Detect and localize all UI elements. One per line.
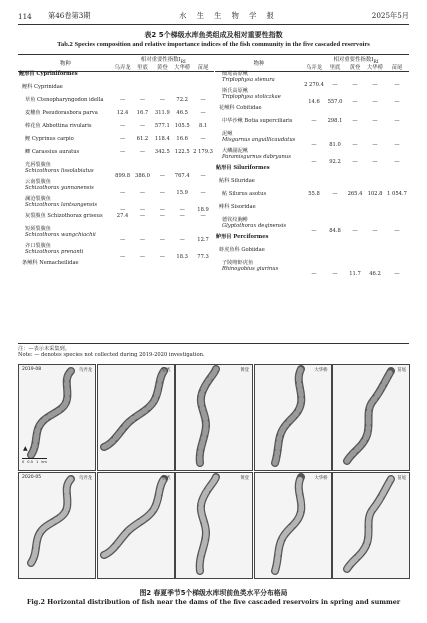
iri-value: 18.3: [176, 253, 188, 260]
iri-value: 84.8: [329, 227, 341, 234]
iri-value: —: [179, 212, 185, 219]
iri-value: —: [200, 135, 206, 142]
iri-value: 92.2: [329, 158, 341, 165]
iri-value: 265.4: [347, 190, 363, 197]
iri-value: —: [394, 141, 400, 148]
table-caption-zh: 表2 5个梯级水库鱼类组成及相对重要性指数: [144, 31, 283, 39]
river-map: [98, 473, 174, 578]
species-cell: [18, 227, 113, 244]
figure-caption-zh: 图2 春夏季节5个梯级水库坝前鱼类水平分布格局: [139, 589, 288, 597]
species-name: 棒花鱼 Abbottina rivularis: [25, 122, 92, 129]
species-cell: [18, 197, 113, 214]
iri-value: —: [394, 158, 400, 165]
table-row: [18, 244, 214, 261]
iri-value: —: [159, 253, 165, 260]
table-bottom-rule: [18, 343, 409, 344]
species-latin: Schizothorax wangchiachii: [25, 231, 96, 238]
site-header: 大华桥: [174, 65, 191, 72]
iri-value: 77.3: [197, 253, 209, 260]
iri-value: —: [200, 189, 206, 196]
river-map: [98, 365, 174, 470]
table-row: [215, 149, 409, 166]
fish-density-fill: [31, 479, 71, 563]
table-row: [18, 261, 214, 274]
iri-value: 342.5: [154, 148, 170, 155]
iri-value: 14.6: [308, 98, 320, 105]
iri-value: 46.2: [369, 270, 381, 277]
scale-label: 0.5: [27, 460, 34, 464]
iri-value: —: [119, 96, 126, 103]
table-row: [215, 192, 409, 205]
river-map: [255, 365, 331, 470]
map-panel: [175, 364, 253, 471]
iri-value: 386.0: [135, 172, 150, 179]
iri-value: —: [119, 122, 126, 129]
species-cell: 鲱科 Sisoridae: [219, 203, 256, 210]
species-cell: 鲇形目 Siluriformes: [216, 164, 270, 171]
iri-value: —: [139, 206, 146, 213]
season-label: 2019-08: [22, 367, 42, 372]
iri-value: —: [352, 117, 358, 124]
iri-value: —: [352, 81, 358, 88]
iri-value: —: [394, 227, 400, 234]
iri-value: —: [159, 236, 165, 243]
species-cell: [18, 163, 113, 180]
species-cell: [215, 261, 303, 278]
species-name: 子陵吻虾虎鱼: [222, 259, 254, 266]
species-latin: Glyptothorax deqinensis: [222, 222, 287, 229]
iri-value: —: [139, 189, 146, 196]
site-header: 黄登: [152, 65, 172, 72]
season-label: 2020-05: [22, 475, 42, 480]
reservoir-label: 大华桥: [314, 476, 328, 481]
iri-value: —: [394, 270, 400, 277]
species-cell: 花鳅科 Cobitidae: [219, 104, 262, 111]
iri-value: —: [179, 206, 185, 213]
iri-value: 16.7: [136, 109, 149, 116]
species-cell: 鲤科 Cyprinidae: [22, 83, 63, 90]
distribution-map-figure: [18, 364, 409, 582]
iri-value: —: [394, 117, 400, 124]
species-cell: [215, 149, 303, 166]
iri-value: —: [311, 270, 317, 277]
species-name: 鲫 Carassius auratus: [25, 148, 80, 155]
species-name: 大鳞副泥鳅: [222, 147, 248, 154]
table-row: [215, 72, 409, 89]
table-caption-en: Tab.2 Species composition and relative importance indices of the fish community in the five cascaded reservoirs: [57, 41, 370, 48]
iri-value: —: [139, 236, 146, 243]
map-panel: [332, 364, 410, 471]
species-latin: Triplophysa stenura: [222, 77, 275, 84]
north-arrow-icon: ▲: [23, 445, 28, 452]
iri-value: —: [372, 227, 378, 234]
reservoir-label: 黄登: [240, 476, 249, 481]
site-header: 里底: [133, 65, 153, 72]
iri-value: 18.9: [197, 206, 209, 213]
table-row: [18, 227, 214, 244]
species-name: 短须裂腹鱼: [25, 225, 51, 232]
table-right-half: [215, 57, 409, 278]
iri-value: 122.5: [174, 148, 190, 155]
fish-density-fill: [275, 477, 301, 571]
iri-value: 11.7: [349, 270, 361, 277]
species-cell: [215, 218, 303, 235]
species-name: 鲇 Silurus asotus: [222, 190, 267, 197]
iri-value: 61.2: [136, 135, 149, 142]
iri-value: —: [139, 148, 146, 155]
species-name: 光唇裂腹鱼: [25, 161, 51, 168]
site-header: 黄登: [345, 65, 365, 72]
river-map: [176, 365, 252, 470]
table-row: [18, 180, 214, 197]
iri-value: —: [332, 81, 338, 88]
iri-value: —: [394, 81, 400, 88]
species-name: 草鱼 Ctenopharyngodon idella: [25, 96, 104, 103]
species-name: 齐口裂腹鱼: [25, 242, 51, 249]
map-panel: [175, 472, 253, 579]
table-row: [215, 218, 409, 235]
table-top-rule: [18, 54, 409, 55]
iri-value: —: [311, 158, 317, 165]
iri-value: 72.2: [176, 96, 188, 103]
species-cell: 鲤形目 Cypriniformes: [19, 71, 78, 78]
iri-value: 8.1: [198, 122, 208, 129]
reservoir-label: 乌弄龙: [78, 476, 92, 481]
iri-header: 相对重要性指数$I_{RI}$: [333, 57, 379, 66]
reservoir-label: 苗尾: [397, 476, 406, 481]
iri-value: 311.9: [154, 109, 170, 116]
iri-value: 102.8: [367, 190, 383, 197]
species-cell: 鲇科 Siluridae: [219, 177, 255, 184]
iri-value: —: [332, 270, 338, 277]
map-panel: [97, 472, 175, 579]
table-row: [215, 166, 409, 179]
species-latin: Misgurnus anguillicaudatus: [222, 136, 296, 143]
species-name: 云南裂腹鱼: [25, 178, 51, 185]
iri-value: —: [139, 96, 146, 103]
species-name: 灰裂腹鱼 Schizothorax griseus: [25, 212, 103, 219]
iri-value: 46.5: [176, 109, 188, 116]
species-name: 鲤 Cyprinus carpio: [25, 135, 74, 142]
iri-header: 相对重要性指数$I_{RI}$: [140, 57, 186, 66]
iri-value: —: [119, 206, 126, 213]
map-panel: [18, 364, 96, 471]
iri-value: —: [159, 96, 165, 103]
iri-value: 2 179.3: [193, 148, 213, 155]
iri-value: —: [139, 122, 146, 129]
species-latin: Schizothorax prenanti: [25, 248, 84, 255]
iri-value: —: [332, 190, 338, 197]
site-header: 苗尾: [192, 65, 214, 72]
river-outline: [104, 479, 164, 555]
table-row: [18, 72, 214, 85]
species-cell: [18, 244, 113, 261]
iri-value: —: [352, 141, 358, 148]
map-panel: [254, 472, 332, 579]
table-row: [18, 197, 214, 214]
species-cell: [215, 89, 303, 106]
iri-value: —: [352, 98, 358, 105]
iri-value: —: [372, 141, 378, 148]
table-note-zh: 注：—表示未采集到。: [18, 346, 70, 352]
iri-value: —: [119, 135, 126, 142]
iri-value: —: [119, 148, 126, 155]
reservoir-label: 大华桥: [314, 368, 328, 373]
species-latin: Schizothorax lantsangensis: [25, 201, 97, 208]
river-map: [176, 473, 252, 578]
iri-value: —: [311, 141, 317, 148]
iri-value: —: [139, 253, 146, 260]
iri-value: 2 270.4: [304, 81, 324, 88]
reservoir-label: 里底: [161, 476, 171, 481]
species-name: 泥鳅: [222, 130, 233, 137]
map-panel: [332, 472, 410, 579]
species-name: 澜沧裂腹鱼: [25, 195, 51, 202]
iri-value: —: [159, 212, 165, 219]
reservoir-label: 黄登: [240, 368, 249, 373]
reservoir-label: 苗尾: [397, 368, 406, 373]
site-header: 苗尾: [385, 65, 409, 72]
river-outline: [104, 371, 164, 447]
fish-density-fill: [31, 371, 71, 455]
iri-value: 118.4: [154, 135, 170, 142]
page-header: [18, 9, 409, 23]
species-cell: [215, 72, 303, 89]
species-cell: [215, 132, 303, 149]
iri-value: 767.4: [174, 172, 190, 179]
iri-value: —: [159, 189, 165, 196]
table-row: [215, 119, 409, 132]
iri-value: 557.0: [327, 98, 343, 105]
iri-value: 27.4: [116, 212, 129, 219]
species-cell: 虾虎鱼科 Gobiidae: [219, 246, 265, 253]
iri-value: —: [311, 117, 317, 124]
river-map: [333, 473, 409, 578]
iri-value: 577.1: [154, 122, 170, 129]
species-name: 斯氏高原鳅: [222, 87, 248, 94]
iri-value: 298.1: [327, 117, 343, 124]
iri-value: 55.8: [308, 190, 320, 197]
species-latin: Schizothorax yunnanensis: [25, 184, 94, 191]
page-number: 114: [18, 11, 32, 21]
species-latin: Paramisgurnus dabryanus: [222, 153, 291, 160]
iri-value: 12.7: [197, 236, 209, 243]
iri-value: —: [159, 206, 165, 213]
species-header: 物种: [18, 57, 113, 72]
map-panel: [97, 364, 175, 471]
species-name: 麦穗鱼 Pseudorasbora parva: [25, 109, 98, 116]
iri-value: —: [119, 189, 126, 196]
figure-caption-en: Fig.2 Horizontal distribution of fish near the dams of the five cascaded reservoirs in spring and summer: [26, 598, 401, 606]
species-name: 中华沙鳅 Botia superciliaris: [222, 117, 293, 124]
iri-value: —: [119, 236, 126, 243]
iri-value: —: [179, 236, 185, 243]
species-cell: [18, 180, 113, 197]
issue-date: 2025年5月: [371, 11, 409, 20]
scale-label: 1: [36, 460, 39, 464]
iri-value: —: [394, 98, 400, 105]
volume-issue: 第46卷第3期: [48, 11, 91, 20]
table-row: [215, 89, 409, 106]
iri-value: —: [372, 98, 378, 105]
river-map: [19, 473, 95, 578]
iri-value: —: [200, 96, 206, 103]
iri-value: —: [119, 253, 126, 260]
species-name: 细尾高原鳅: [222, 71, 248, 78]
iri-value: —: [311, 227, 317, 234]
table-row: [18, 163, 214, 180]
fish-density-fill: [275, 369, 301, 463]
iri-value: 15.9: [176, 189, 188, 196]
iri-value: 12.4: [116, 109, 129, 116]
species-cell: [215, 192, 303, 205]
species-cell: 条鳅科 Nemacheilidae: [22, 259, 79, 266]
site-header: 乌弄龙: [114, 65, 131, 72]
iri-value: 81.0: [329, 141, 341, 148]
river-map: [255, 473, 331, 578]
journal-title: 水 生 生 物 学 报: [179, 11, 278, 20]
iri-value: 899.8: [115, 172, 130, 179]
iri-value: —: [159, 172, 165, 179]
map-panel: [18, 472, 96, 579]
site-header: 大华桥: [366, 65, 384, 72]
table-left-half: [18, 57, 214, 274]
iri-value: —: [352, 158, 358, 165]
river-map: [19, 365, 95, 470]
table-note-en: Note: — denotes species not collected during 2019-2020 investigation.: [18, 352, 205, 358]
site-header: 里底: [325, 65, 345, 72]
iri-value: 1 054.7: [387, 190, 407, 197]
iri-value: 105.5: [174, 122, 190, 129]
header-rule: [18, 24, 409, 25]
species-latin: Schizothorax lissolabiatus: [25, 167, 94, 174]
table-row: [215, 235, 409, 248]
scale-bar: [22, 458, 47, 464]
iri-value: —: [372, 117, 378, 124]
table-row: [215, 132, 409, 149]
reservoir-label: 里底: [161, 368, 171, 373]
reservoir-label: 乌弄龙: [78, 368, 92, 373]
iri-value: —: [200, 212, 206, 219]
site-header: 乌弄龙: [303, 65, 325, 72]
river-map: [333, 365, 409, 470]
table-row: [215, 261, 409, 278]
iri-value: —: [372, 158, 378, 165]
species-latin: Rhinogobius giurinus: [222, 265, 279, 272]
scale-label: 0: [22, 460, 25, 464]
species-name: 德钦纹胸鲱: [222, 216, 248, 223]
species-header: 物种: [215, 57, 303, 72]
map-panel: [254, 364, 332, 471]
scale-label: km: [41, 460, 47, 464]
iri-value: —: [200, 109, 206, 116]
iri-value: —: [139, 212, 146, 219]
iri-value: —: [372, 81, 378, 88]
iri-value: 16.6: [176, 135, 188, 142]
species-cell: 鲈形目 Perciformes: [216, 233, 269, 240]
iri-value: —: [200, 172, 206, 179]
iri-value: —: [352, 227, 358, 234]
species-latin: Triplophysa stoliczkae: [222, 93, 281, 100]
